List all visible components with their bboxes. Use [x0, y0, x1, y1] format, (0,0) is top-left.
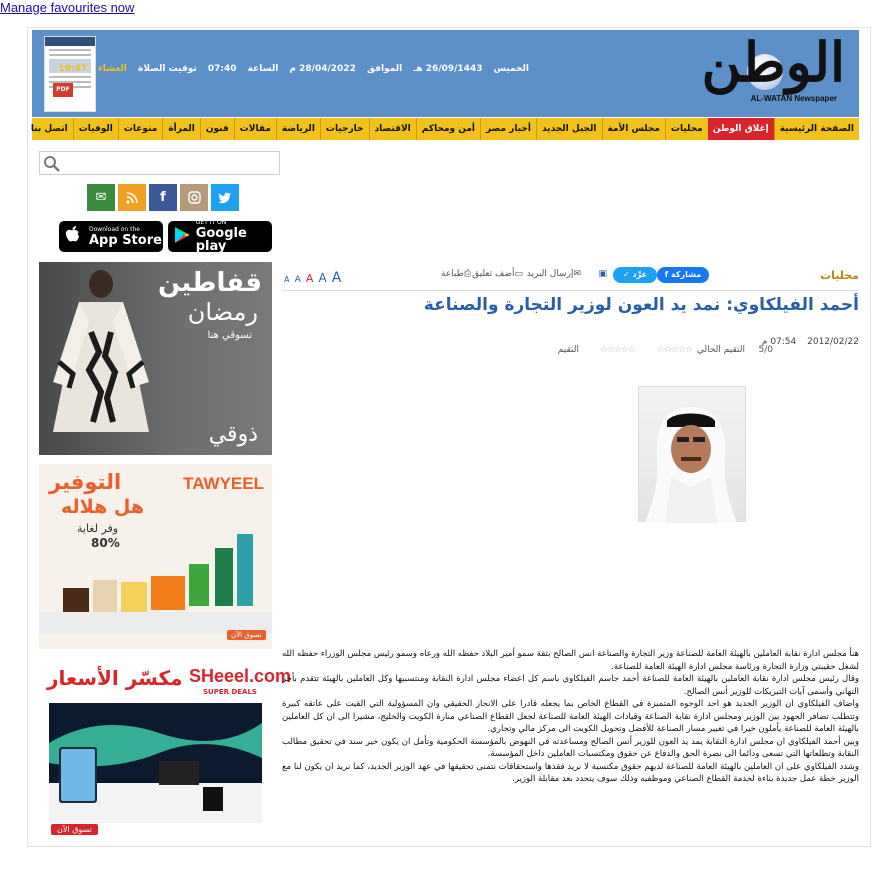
nav-item-contact[interactable]: اتصل بنا [30, 124, 68, 134]
nav-item-economy[interactable]: الاقتصاد [369, 118, 416, 140]
font-size-controls[interactable] [284, 267, 341, 286]
author-photo [638, 386, 746, 522]
nav-item-egypt-news[interactable]: أخبار مصر [480, 118, 536, 140]
ad1-brand: ذوقي [208, 422, 258, 447]
facebook-share-button[interactable]: مشاركة f [657, 267, 709, 283]
save-icon[interactable]: ▣ [598, 269, 607, 279]
nav-item-security-courts[interactable]: أمن ومحاكم [416, 118, 480, 140]
article-time: 07:54 م [761, 337, 797, 347]
rss-icon[interactable] [118, 184, 146, 211]
email-share-label: إرسال البريد [526, 269, 574, 279]
ad3-products-illustration [39, 703, 272, 843]
font-size-a5[interactable]: A [331, 270, 342, 286]
gregorian-date: 28/04/2022 م [289, 64, 356, 74]
isha-label: العشاء [98, 64, 127, 74]
header-banner [32, 30, 859, 117]
print-label: طباعة [440, 269, 464, 279]
search-box[interactable] [39, 151, 280, 175]
font-size-a2[interactable]: A [294, 275, 301, 285]
googleplay-small-text: GET IT ON [195, 219, 227, 226]
ad2-products-illustration [39, 524, 272, 634]
article-paragraph-5: وشدد الفيلكاوي على ان العاملين بالهيئة العامة للصناعة لديهم حقوق مكتسبة لا نريد فقدها واستحقاقات نتمنى تحقيقها في عهد الوزير الجديد، كما نريد ان يكون لنا مع الوزير خطة عمل جديدة بناءة لخدمة القطاع الصناعي وموظفيه وذلك سوف يتحدد بعد مقابلة الوزير. [282, 761, 859, 784]
rating-stars-input[interactable]: ☆☆☆☆☆ [599, 345, 635, 355]
email-icon[interactable]: ✉ [87, 184, 115, 211]
font-size-a1[interactable]: A [284, 275, 290, 284]
ad-banner-tawfeer[interactable] [39, 464, 272, 649]
portrait-illustration [637, 387, 745, 523]
site-logo[interactable] [671, 30, 851, 108]
email-share-button[interactable]: ✉إرسال البريد [526, 269, 581, 279]
page-container [27, 27, 871, 847]
apple-icon [65, 226, 85, 248]
tweet-button[interactable]: غرِّد ✓ [613, 267, 657, 283]
day-label: الخميس [493, 64, 529, 74]
article-body [282, 648, 859, 786]
facebook-icon[interactable]: f [149, 184, 177, 211]
article [282, 262, 859, 822]
hijri-date: 26/09/1443 هـ [413, 64, 483, 74]
article-paragraph-1: هنأ مجلس ادارة نقابة العاملين بالهيئة العامة للصناعة وزير التجارة والصناعة انس الصالح بثقة سمو أمير البلاد حفظه الله ورعاه وسمو رئيس مجلس الوزراء حفظه الله لشغل حقيبتي وزارة التجارة ورئاسة مجلس ادارة الهيئة العامة للصناعة. [282, 649, 859, 672]
pdf-icon[interactable]: PDF [53, 83, 73, 97]
site-frame [32, 30, 859, 840]
date-time-info [50, 64, 529, 74]
twitter-icon[interactable] [211, 184, 239, 211]
ad1-subheadline: رمضان [187, 298, 258, 326]
article-title: أحمد الفيلكاوي: نمد يد العون لوزير التجارة والصناعة [423, 295, 859, 315]
current-rating-value: 5/0 [758, 345, 773, 355]
article-toolbar [282, 267, 859, 285]
newspaper-thumbnail[interactable] [44, 36, 96, 112]
rating-label: التقيم [557, 345, 579, 355]
isha-time: 19:47 [58, 64, 88, 74]
nav-item-foreign[interactable]: خارجيات [320, 118, 369, 140]
article-date: 2012/02/22 [807, 337, 859, 347]
ad2-headline: التوفير [49, 470, 122, 494]
nav-item-parliament[interactable]: مجلس الأمة [602, 118, 665, 140]
ad2-subheadline: هل هلاله [61, 496, 145, 518]
ad3-tagline: SUPER DEALS [203, 688, 257, 696]
nav-item-misc[interactable]: منوعات [118, 118, 162, 140]
logo-text: الوطن [701, 30, 845, 94]
font-size-a4[interactable]: A [318, 271, 327, 285]
prayer-time-label: توقيت الصلاة [138, 64, 197, 74]
article-paragraph-2: وقال رئيس مجلس ادارة نقابة العاملين بالهيئة العامة للصناعة أحمد جاسم الفيلكاوي باسم كل اعضاء مجلس ادارة النقابة ومنتسبيها وكل العاملين بالهيئة تتقدم بأحر التهاني وأسمى آيات التبريكات للوزير أنس الصالح. [282, 674, 859, 697]
nav-item-women[interactable]: المرأة [162, 118, 200, 140]
article-paragraph-4: وبين أحمد الفيلكاوي ان مجلس ادارة النقابة يمد يد العون للوزير أنس الصالح ومساعدته في النهوض بالمؤسسة الحكومية وتأمل ان يكون خير سند في تحقيق مطالب النقابة وتطلعاتها التي تسعى ودائما الى نصرة الحق والدفاع عن حقوق ومكتسبات العاملين داخل المؤسسة. [282, 736, 859, 759]
current-rating-label: التقيم الحالي [696, 345, 745, 355]
social-links [87, 184, 239, 211]
ad1-cta: تسوقي هنا [207, 330, 252, 341]
googleplay-big-text: Google play [195, 226, 247, 254]
app-store-button[interactable] [59, 221, 163, 252]
ad2-save-up-to: وفر لغاية [77, 522, 119, 535]
ad3-brand: SHeeel.com [189, 666, 292, 686]
google-play-icon [174, 226, 192, 248]
article-category[interactable]: محليات [820, 269, 859, 282]
ad-banner-sheeel[interactable] [39, 658, 292, 843]
article-rating [282, 345, 859, 359]
manage-favourites-link[interactable]: Manage favourites now [0, 0, 135, 15]
appstore-big-text: App Store [89, 232, 162, 248]
ad2-percent: 80% [91, 536, 120, 550]
font-size-a3[interactable]: A [305, 272, 314, 285]
app-store-badges [59, 221, 272, 252]
main-navigation [32, 118, 859, 140]
ad1-headline: قفاطين [158, 268, 262, 298]
comment-label: أضف تعليق [472, 269, 515, 279]
nav-item-sports[interactable]: الرياضة [276, 118, 320, 140]
ad2-brand: TAWYEEL [183, 474, 264, 493]
nav-item-new-generation[interactable]: الجيل الجديد [536, 118, 602, 140]
nav-item-home[interactable]: الصفحة الرئيسية [774, 118, 859, 140]
time-label: الساعة [247, 64, 279, 74]
tweet-label: غرِّد [632, 270, 648, 279]
facebook-share-label: مشاركة [671, 270, 702, 279]
current-time: 07:40 [207, 64, 237, 74]
instagram-icon[interactable] [180, 184, 208, 211]
ad3-shop-button[interactable]: تسوق الآن [51, 824, 98, 835]
nav-item-arts[interactable]: فنون [200, 118, 234, 140]
search-icon[interactable] [43, 155, 61, 173]
print-button[interactable]: ⎙طباعة [440, 269, 471, 279]
logo-subtitle: AL-WATAN Newspaper [750, 94, 837, 103]
comment-button[interactable]: ▭أضف تعليق [472, 269, 523, 279]
article-paragraph-3: واضاف الفيلكاوي ان الوزير الجديد هو احد الوجوه المتميزة في القطاع الخاص بما يجعله قادرا على الانجاز الحقيقي وان المسؤولية التي القيت على عاتقه كبيرة وتتطلب تضافر الجهود بين الوزير ومجلس ادارة نقابة الصناعة وقيادات الهيئة العامة للصناعة لجعل القطاع الصناعي منارة الكويت والخليج، مشيرا الى ان كل العاملين بالهيئة العامة للصناعة يأملون خيرا في تغيير مسار الصناعة للأفضل وتحويل الكويت الى مركز مالي وتجاري. [282, 699, 859, 734]
nav-item-obituaries[interactable]: الوفيات [73, 118, 118, 140]
current-rating-stars: ☆☆☆☆☆ [656, 345, 692, 355]
nav-item-close-watan[interactable]: إغلاق الوطن [708, 118, 774, 140]
ad3-headline: مكسّر الأسعار [47, 666, 183, 690]
nav-item-articles[interactable]: مقالات [234, 118, 276, 140]
google-play-button[interactable] [168, 221, 272, 252]
appstore-small-text: Download on the [89, 225, 140, 233]
toolbar-divider [282, 290, 859, 291]
muwafiq-label: الموافق [366, 64, 403, 74]
nav-item-local[interactable]: محليات [665, 118, 708, 140]
ad2-shop-button[interactable]: تسوق الآن [227, 630, 266, 640]
ad-banner-kaftan[interactable] [39, 262, 272, 455]
